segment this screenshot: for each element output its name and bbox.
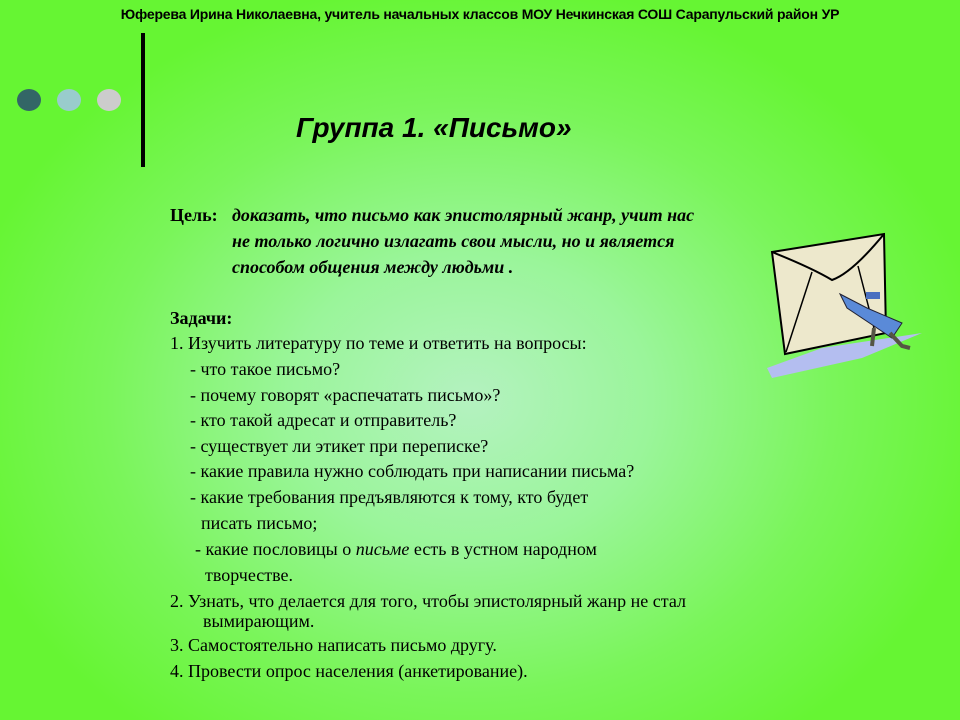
goal-label: Цель:: [170, 205, 218, 225]
goal-line: способом общения между людьми .: [232, 257, 514, 277]
proverb-a: - какие пословицы о: [195, 539, 356, 559]
task-line: - существует ли этикет при переписке?: [190, 436, 489, 456]
goal-line: не только логично излагать свои мысли, но и является: [232, 231, 675, 251]
task-line: - какие правила нужно соблюдать при написании письма?: [190, 461, 635, 481]
task-line: 3. Самостоятельно написать письмо другу.: [170, 635, 497, 655]
task-line: - почему говорят «распечатать письмо»?: [190, 385, 501, 405]
decor-dot-dark: [17, 89, 41, 111]
divider-line: [141, 33, 145, 167]
author-credit: Юферева Ирина Николаевна, учитель начальных классов МОУ Нечкинская СОШ Сарапульский район УР: [120, 6, 840, 22]
task-line: вымирающим.: [203, 611, 315, 631]
proverb-b: письме: [355, 539, 410, 559]
goal-line: доказать, что письмо как эпистолярный жанр, учит нас: [232, 205, 695, 225]
envelope-postman-illustration: [762, 228, 942, 393]
task-line: 2. Узнать, что делается для того, чтобы эпистолярный жанр не стал: [170, 591, 686, 611]
decor-dot-light-blue: [57, 89, 81, 111]
task-line: 4. Провести опрос населения (анкетирование).: [170, 661, 528, 681]
proverb-c: есть в устном народном: [409, 539, 597, 559]
task-line: - что такое письмо?: [190, 359, 341, 379]
task-line: 1. Изучить литературу по теме и ответить на вопросы:: [170, 333, 587, 353]
slide-title: Группа 1. «Письмо»: [296, 112, 572, 143]
task-line: творчестве.: [205, 565, 294, 585]
task-line: - какие требования предъявляются к тому, кто будет: [190, 487, 589, 507]
tasks-label: Задачи:: [170, 308, 233, 328]
task-line: - кто такой адресат и отправитель?: [190, 410, 457, 430]
task-line: писать письмо;: [201, 513, 318, 533]
task-line: [195, 539, 597, 560]
decor-dot-grey: [97, 89, 121, 111]
